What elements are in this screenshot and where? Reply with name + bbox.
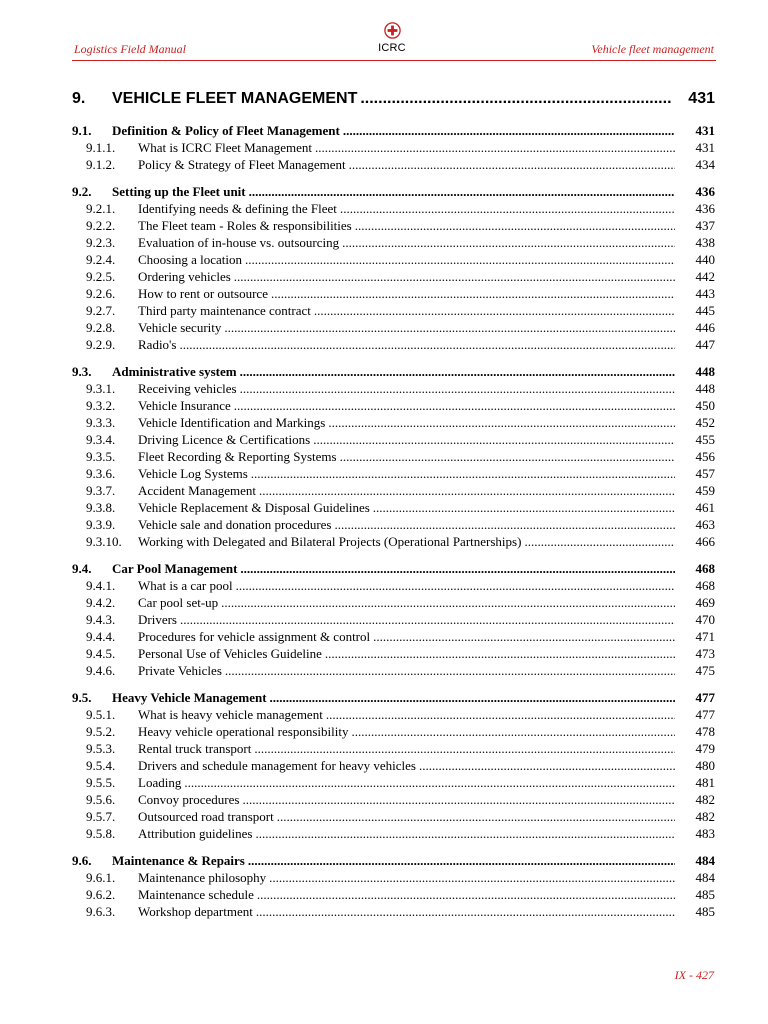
- entry-number: 9.5.6.: [86, 792, 116, 807]
- toc-subsection-row[interactable]: [72, 201, 715, 218]
- entry-number: 9.3.3.: [86, 415, 116, 430]
- entry-page: 461: [695, 500, 715, 515]
- page-header: [0, 0, 768, 62]
- entry-page: 457: [695, 466, 715, 481]
- entry-title: Evaluation of in-house vs. outsourcing: [138, 235, 340, 250]
- entry-page: 445: [695, 303, 715, 318]
- dot-leader: [252, 826, 675, 842]
- toc-section-row[interactable]: [72, 853, 715, 870]
- dot-leader: [337, 201, 675, 217]
- entry-page: 431: [695, 140, 715, 155]
- entry-title: Drivers: [138, 612, 177, 627]
- toc-subsection-row[interactable]: [72, 381, 715, 398]
- entry-number: 9.5.5.: [86, 775, 116, 790]
- toc-subsection-row[interactable]: [72, 534, 715, 551]
- entry-title: Policy & Strategy of Fleet Management: [138, 157, 346, 172]
- toc-subsection-row[interactable]: [72, 252, 715, 269]
- entry-page: 442: [695, 269, 715, 284]
- dot-leader: [322, 646, 675, 662]
- dot-leader: [254, 887, 675, 903]
- entry-title: Car pool set-up: [138, 595, 219, 610]
- entry-page: 456: [695, 449, 715, 464]
- section-gap: [72, 551, 715, 561]
- entry-title: Setting up the Fleet unit: [112, 184, 246, 199]
- entry-number: 9.2.3.: [86, 235, 116, 250]
- dot-leader: [416, 758, 675, 774]
- entry-page: 440: [695, 252, 715, 267]
- header-rule: [72, 60, 716, 61]
- dot-leader: [256, 483, 675, 499]
- toc-subsection-row[interactable]: [72, 415, 715, 432]
- section-gap: [72, 354, 715, 364]
- entry-title: Ordering vehicles: [138, 269, 231, 284]
- entry-page: 443: [695, 286, 715, 301]
- entry-title: Outsourced road transport: [138, 809, 274, 824]
- toc-subsection-row[interactable]: [72, 483, 715, 500]
- dot-leader: [352, 218, 675, 234]
- entry-page: 484: [695, 870, 715, 885]
- entry-title: Definition & Policy of Fleet Management: [112, 123, 340, 138]
- dot-leader: [331, 517, 675, 533]
- dot-leader: [253, 904, 675, 920]
- dot-leader: [231, 398, 675, 414]
- toc-subsection-row[interactable]: [72, 646, 715, 663]
- entry-page: 434: [695, 157, 715, 172]
- entry-number: 9.4.2.: [86, 595, 116, 610]
- chapter-heading[interactable]: [72, 90, 715, 114]
- entry-number: 9.4.: [72, 561, 92, 576]
- entry-title: What is a car pool: [138, 578, 233, 593]
- toc-subsection-row[interactable]: [72, 758, 715, 775]
- entry-page: 448: [695, 381, 715, 396]
- entry-page: 479: [695, 741, 715, 756]
- entry-number: 9.5.1.: [86, 707, 116, 722]
- dot-leader: [310, 432, 675, 448]
- entry-page: 450: [695, 398, 715, 413]
- section-gap: [72, 174, 715, 184]
- entry-number: 9.4.6.: [86, 663, 116, 678]
- entry-number: 9.2.1.: [86, 201, 116, 216]
- entry-number: 9.3.5.: [86, 449, 116, 464]
- dot-leader: [248, 466, 675, 482]
- toc-subsection-row[interactable]: [72, 904, 715, 921]
- toc-subsection-row[interactable]: [72, 337, 715, 354]
- entry-page: 477: [695, 707, 715, 722]
- dot-leader: [323, 707, 675, 723]
- entry-page: 484: [695, 853, 715, 868]
- entry-number: 9.5.2.: [86, 724, 116, 739]
- entry-number: 9.1.2.: [86, 157, 116, 172]
- dot-leader: [370, 629, 675, 645]
- entry-page: 468: [695, 578, 715, 593]
- entry-number: 9.5.4.: [86, 758, 116, 773]
- entry-title: Vehicle security: [138, 320, 222, 335]
- entry-page: 468: [695, 561, 715, 576]
- dot-leader: [245, 853, 675, 869]
- toc-subsection-row[interactable]: [72, 629, 715, 646]
- entry-page: 466: [695, 534, 715, 549]
- table-of-contents: [72, 90, 715, 921]
- dot-leader: [222, 663, 675, 679]
- entry-page: 459: [695, 483, 715, 498]
- dot-leader: [267, 690, 675, 706]
- entry-page: 455: [695, 432, 715, 447]
- entry-page: 437: [695, 218, 715, 233]
- red-cross-icon: [384, 22, 401, 39]
- dot-leader: [251, 741, 675, 757]
- entry-title: Identifying needs & defining the Fleet: [138, 201, 337, 216]
- entry-title: Accident Management: [138, 483, 257, 498]
- chapter-header: Vehicle fleet management: [591, 42, 714, 56]
- entry-title: Vehicle Replacement & Disposal Guidelines: [138, 500, 370, 515]
- page-number: IX - 427: [674, 968, 714, 982]
- entry-number: 9.4.1.: [86, 578, 116, 593]
- entry-title: The Fleet team - Roles & responsibilities: [138, 218, 352, 233]
- entry-title: Maintenance schedule: [138, 887, 254, 902]
- dot-leader: [237, 381, 675, 397]
- entry-page: 483: [695, 826, 715, 841]
- chapter-title: VEHICLE FLEET MANAGEMENT: [112, 90, 358, 107]
- dot-leader: [312, 140, 675, 156]
- entry-page: 452: [695, 415, 715, 430]
- entry-number: 9.4.3.: [86, 612, 116, 627]
- dot-leader: [237, 561, 675, 577]
- toc-subsection-row[interactable]: [72, 870, 715, 887]
- entry-page: 475: [695, 663, 715, 678]
- toc-subsection-row[interactable]: [72, 303, 715, 320]
- entry-title: Vehicle sale and donation procedures: [138, 517, 332, 532]
- entry-number: 9.3.9.: [86, 517, 116, 532]
- dot-leader: [268, 286, 675, 302]
- toc-subsection-row[interactable]: [72, 320, 715, 337]
- entry-number: 9.5.8.: [86, 826, 116, 841]
- entry-title: Convoy procedures: [138, 792, 240, 807]
- entry-number: 9.2.4.: [86, 252, 116, 267]
- entry-number: 9.2.9.: [86, 337, 116, 352]
- toc-subsection-row[interactable]: [72, 269, 715, 286]
- entry-title: Driving Licence & Certifications: [138, 432, 311, 447]
- entry-title: Administrative system: [112, 364, 237, 379]
- entry-number: 9.6.3.: [86, 904, 116, 919]
- dot-leader: [231, 269, 675, 285]
- entry-page: 480: [695, 758, 715, 773]
- toc-subsection-row[interactable]: [72, 612, 715, 629]
- toc-section-row[interactable]: [72, 123, 715, 140]
- entry-title: Car Pool Management: [112, 561, 238, 576]
- toc-subsection-row[interactable]: [72, 741, 715, 758]
- dot-leader: [370, 500, 675, 516]
- entry-title: Procedures for vehicle assignment & control: [138, 629, 371, 644]
- toc-subsection-row[interactable]: [72, 887, 715, 904]
- entry-title: Drivers and schedule management for heavy vehicles: [138, 758, 416, 773]
- dot-leader: [218, 595, 675, 611]
- toc-section-row[interactable]: [72, 364, 715, 381]
- entry-title: What is heavy vehicle management: [138, 707, 323, 722]
- entry-number: 9.5.7.: [86, 809, 116, 824]
- entry-page: 471: [695, 629, 715, 644]
- entry-page: 485: [695, 887, 715, 902]
- entry-title: What is ICRC Fleet Management: [138, 140, 313, 155]
- entry-number: 9.2.8.: [86, 320, 116, 335]
- entry-page: 485: [695, 904, 715, 919]
- entry-title: Vehicle Identification and Markings: [138, 415, 326, 430]
- entry-number: 9.2.6.: [86, 286, 116, 301]
- chapter-number: 9.: [72, 90, 86, 107]
- entry-title: Radio's: [138, 337, 177, 352]
- dot-leader: [239, 792, 675, 808]
- dot-leader: [340, 123, 675, 139]
- entry-title: Receiving vehicles: [138, 381, 237, 396]
- entry-number: 9.1.: [72, 123, 92, 138]
- entry-number: 9.1.1.: [86, 140, 116, 155]
- toc-subsection-row[interactable]: [72, 792, 715, 809]
- toc-sections: [72, 123, 715, 921]
- entry-page: 448: [695, 364, 715, 379]
- toc-subsection-row[interactable]: [72, 140, 715, 157]
- entry-number: 9.3.7.: [86, 483, 116, 498]
- dot-leader: [233, 578, 675, 594]
- entry-number: 9.3.4.: [86, 432, 116, 447]
- entry-page: 478: [695, 724, 715, 739]
- entry-number: 9.2.: [72, 184, 92, 199]
- toc-subsection-row[interactable]: [72, 724, 715, 741]
- entry-number: 9.4.4.: [86, 629, 116, 644]
- entry-title: Maintenance philosophy: [138, 870, 267, 885]
- toc-subsection-row[interactable]: [72, 500, 715, 517]
- entry-page: 470: [695, 612, 715, 627]
- dot-leader: [176, 337, 675, 353]
- toc-subsection-row[interactable]: [72, 775, 715, 792]
- manual-title: Logistics Field Manual: [74, 42, 186, 56]
- entry-title: Personal Use of Vehicles Guideline: [138, 646, 322, 661]
- entry-title: Private Vehicles: [138, 663, 222, 678]
- entry-page: 481: [695, 775, 715, 790]
- entry-number: 9.3.8.: [86, 500, 116, 515]
- toc-subsection-row[interactable]: [72, 432, 715, 449]
- entry-title: Working with Delegated and Bilateral Projects (Operational Partnerships): [138, 534, 522, 549]
- toc-subsection-row[interactable]: [72, 466, 715, 483]
- dot-leader: [339, 235, 675, 251]
- entry-title: Fleet Recording & Reporting Systems: [138, 449, 337, 464]
- dot-leader: [311, 303, 675, 319]
- section-gap: [72, 843, 715, 853]
- logo-text: ICRC: [378, 42, 406, 54]
- toc-subsection-row[interactable]: [72, 157, 715, 174]
- toc-subsection-row[interactable]: [72, 809, 715, 826]
- dot-leader: [274, 809, 675, 825]
- toc-section-row[interactable]: [72, 561, 715, 578]
- entry-title: Workshop department: [138, 904, 253, 919]
- dot-leader: [221, 320, 675, 336]
- entry-page: 477: [695, 690, 715, 705]
- entry-title: Vehicle Insurance: [138, 398, 231, 413]
- entry-number: 9.6.: [72, 853, 92, 868]
- toc-subsection-row[interactable]: [72, 517, 715, 534]
- dot-leader: [325, 415, 675, 431]
- entry-title: Choosing a location: [138, 252, 242, 267]
- dot-leader: [237, 364, 675, 380]
- entry-number: 9.2.7.: [86, 303, 116, 318]
- entry-title: Heavy vehicle operational responsibility: [138, 724, 349, 739]
- entry-page: 447: [695, 337, 715, 352]
- toc-subsection-row[interactable]: [72, 707, 715, 724]
- dot-leader: [181, 775, 675, 791]
- entry-number: 9.3.1.: [86, 381, 116, 396]
- chapter-page: 431: [688, 90, 715, 107]
- entry-number: 9.4.5.: [86, 646, 116, 661]
- toc-subsection-row[interactable]: [72, 449, 715, 466]
- dot-leader: [246, 184, 675, 200]
- toc-subsection-row[interactable]: [72, 218, 715, 235]
- entry-title: How to rent or outsource: [138, 286, 268, 301]
- toc-subsection-row[interactable]: [72, 826, 715, 843]
- entry-page: 438: [695, 235, 715, 250]
- toc-subsection-row[interactable]: [72, 235, 715, 252]
- entry-number: 9.3.10.: [86, 534, 122, 549]
- entry-title: Heavy Vehicle Management: [112, 690, 267, 705]
- entry-number: 9.5.3.: [86, 741, 116, 756]
- entry-page: 431: [695, 123, 715, 138]
- entry-page: 473: [695, 646, 715, 661]
- toc-subsection-row[interactable]: [72, 578, 715, 595]
- dot-leader: [357, 90, 672, 108]
- entry-number: 9.2.5.: [86, 269, 116, 284]
- entry-number: 9.3.2.: [86, 398, 116, 413]
- entry-number: 9.6.1.: [86, 870, 116, 885]
- toc-subsection-row[interactable]: [72, 286, 715, 303]
- entry-number: 9.5.: [72, 690, 92, 705]
- toc-subsection-row[interactable]: [72, 398, 715, 415]
- section-gap: [72, 680, 715, 690]
- toc-section-row[interactable]: [72, 690, 715, 707]
- entry-page: 436: [695, 201, 715, 216]
- entry-title: Attribution guidelines: [138, 826, 253, 841]
- entry-title: Maintenance & Repairs: [112, 853, 245, 868]
- entry-page: 446: [695, 320, 715, 335]
- entry-number: 9.2.2.: [86, 218, 116, 233]
- icrc-logo: [374, 22, 410, 54]
- dot-leader: [348, 724, 675, 740]
- toc-subsection-row[interactable]: [72, 595, 715, 612]
- entry-title: Vehicle Log Systems: [138, 466, 248, 481]
- entry-title: Loading: [138, 775, 182, 790]
- dot-leader: [337, 449, 675, 465]
- entry-page: 436: [695, 184, 715, 199]
- toc-section-row[interactable]: [72, 184, 715, 201]
- dot-leader: [521, 534, 675, 550]
- entry-page: 469: [695, 595, 715, 610]
- entry-title: Rental truck transport: [138, 741, 252, 756]
- dot-leader: [242, 252, 675, 268]
- entry-title: Third party maintenance contract: [138, 303, 311, 318]
- toc-subsection-row[interactable]: [72, 663, 715, 680]
- entry-page: 482: [695, 809, 715, 824]
- entry-page: 463: [695, 517, 715, 532]
- entry-number: 9.3.6.: [86, 466, 116, 481]
- dot-leader: [177, 612, 675, 628]
- entry-page: 482: [695, 792, 715, 807]
- dot-leader: [266, 870, 675, 886]
- dot-leader: [346, 157, 675, 173]
- entry-number: 9.6.2.: [86, 887, 116, 902]
- entry-number: 9.3.: [72, 364, 92, 379]
